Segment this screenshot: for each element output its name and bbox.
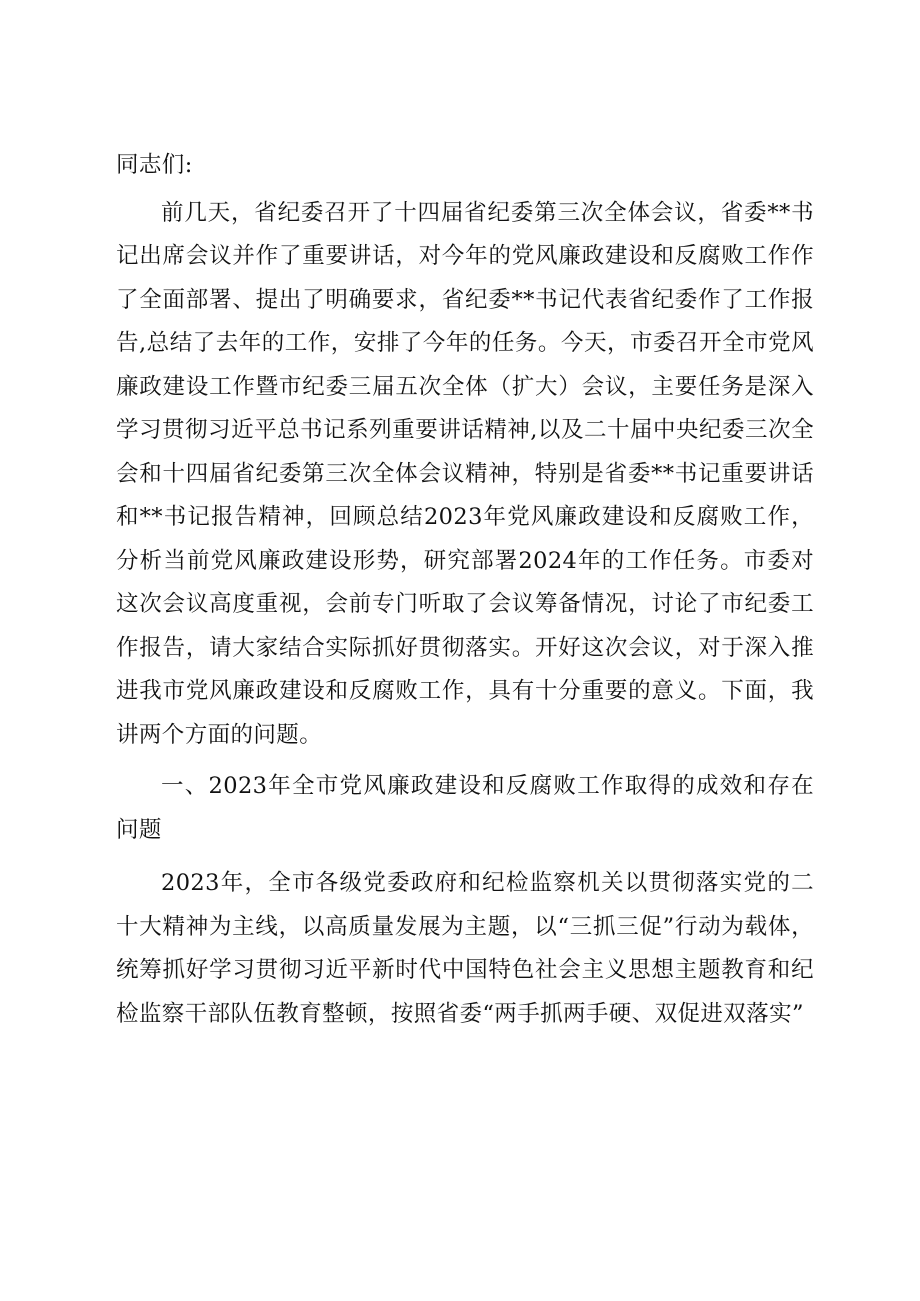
document-body — [116, 144, 814, 1044]
paragraph-achievements: 2023年，全市各级党委政府和纪检监察机关以贯彻落实党的二十大精神为主线，以高质量发展为主题，以“三抓三促”行动为载体，统筹抓好学习贯彻习近平新时代中国特色社会主义思想主题教育和纪检监察干部队伍教育整顿，按照省委“两手抓两手硬、双促进双落实” — [116, 870, 814, 1027]
paragraph-opening: 前几天，省纪委召开了十四届省纪委第三次全体会议，省委**书记出席会议并作了重要讲话，对今年的党风廉政建设和反腐败工作作了全面部署、提出了明确要求，省纪委**书记代表省纪委作了工作报告,总结了去年的工作，安排了今年的任务。今天，市委召开全市党风廉政建设工作暨市纪委三届五次全体（扩大）会议，主要任务是深入学习贯彻习近平总书记系列重要讲话精神,以及二十届中央纪委三次全会和十四届省纪委第三次全体会议精神，特别是省委**书记重要讲话和**书记报告精神，回顾总结2023年党风廉政建设和反腐败工作，分析当前党风廉政建设形势，研究部署2024年的工作任务。市委对这次会议高度重视，会前专门听取了会议筹备情况，讨论了市纪委工作报告，请大家结合实际抓好贯彻落实。开好这次会议，对于深入推进我市党风廉政建设和反腐败工作，具有十分重要的意义。下面，我讲两个方面的问题。 — [116, 199, 814, 748]
section-heading-1: 一、2023年全市党风廉政建设和反腐败工作取得的成效和存在问题 — [116, 773, 814, 843]
salutation: 同志们: — [116, 152, 193, 178]
